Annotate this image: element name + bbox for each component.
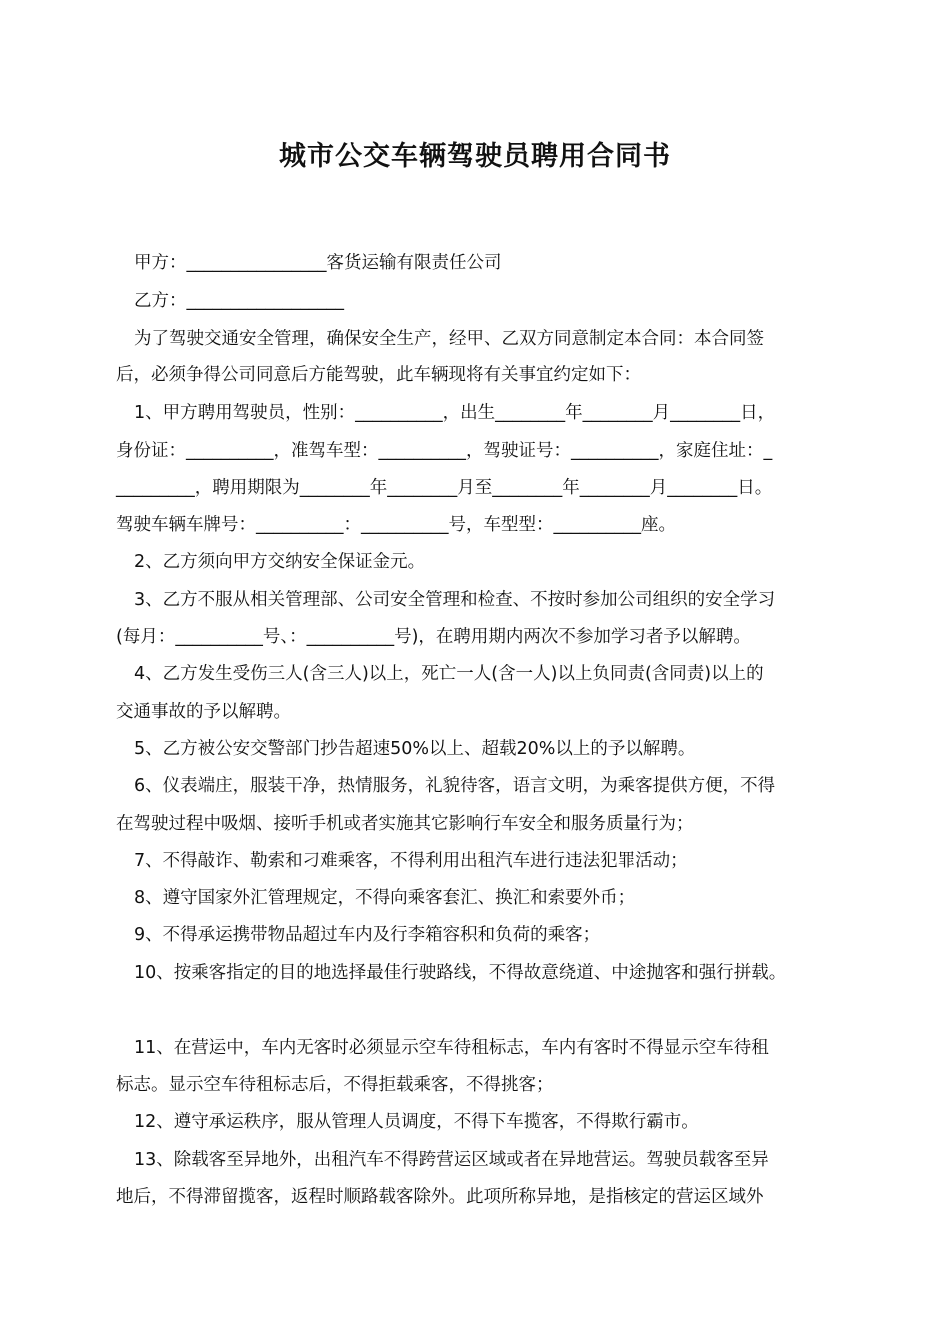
clause-6-line-2: 在驾驶过程中吸烟、接听手机或者实施其它影响行车安全和服务质量行为； xyxy=(116,814,694,834)
party-b-line: 乙方：__________________ xyxy=(134,291,344,311)
clause-2-line: 2、乙方须向甲方交纳安全保证金元。 xyxy=(134,552,426,572)
clause-10-line: 10、按乘客指定的目的地选择最佳行驶路线，不得故意绕道、中途抛客和强行拼载。 xyxy=(134,963,787,983)
preamble-line-1: 为了驾驶交通安全管理，确保安全生产，经甲、乙双方同意制定本合同：本合同签 xyxy=(134,329,764,349)
clause-1-line-1: 1、甲方聘用驾驶员，性别：__________，出生________年________月________日， xyxy=(134,403,776,423)
party-a-line: 甲方：________________客货运输有限责任公司 xyxy=(134,253,502,273)
document-title: 城市公交车辆驾驶员聘用合同书 xyxy=(279,141,671,172)
clause-4-line-1: 4、乙方发生受伤三人(含三人)以上，死亡一人(含一人)以上负同责(含同责)以上的 xyxy=(134,664,764,684)
clause-6-line-1: 6、仪表端庄，服装干净，热情服务，礼貌待客，语言文明，为乘客提供方便，不得 xyxy=(134,776,776,796)
clause-3-line-2: (每月：__________号、：__________号)，在聘用期内两次不参加学习者予以解聘。 xyxy=(116,627,751,647)
clause-11-line-1: 11、在营运中，车内无客时必须显示空车待租标志，车内有客时不得显示空车待租 xyxy=(134,1038,769,1058)
clause-5-line: 5、乙方被公安交警部门抄告超速50%以上、超载20%以上的予以解聘。 xyxy=(134,739,696,759)
clause-9-line: 9、不得承运携带物品超过车内及行李箱容积和负荷的乘客； xyxy=(134,925,601,945)
clause-1-line-2: 身份证：__________，准驾车型：__________，驾驶证号：__________，家庭住址：_ xyxy=(116,441,773,461)
preamble-line-2: 后，必须争得公司同意后方能驾驶，此车辆现将有关事宜约定如下： xyxy=(116,365,641,385)
clause-4-line-2: 交通事故的予以解聘。 xyxy=(116,702,291,722)
clause-1-line-3: _________，聘用期限为________年________月至________年________月________日。 xyxy=(116,478,773,498)
clause-13-line-1: 13、除载客至异地外，出租汽车不得跨营运区域或者在异地营运。驾驶员载客至异 xyxy=(134,1150,769,1170)
clause-3-line-1: 3、乙方不服从相关管理部、公司安全管理和检查、不按时参加公司组织的安全学习 xyxy=(134,590,776,610)
clause-7-line: 7、不得敲诈、勒索和刁难乘客，不得利用出租汽车进行违法犯罪活动； xyxy=(134,851,688,871)
clause-13-line-2: 地后，不得滞留揽客，返程时顺路载客除外。此项所称异地，是指核定的营运区域外 xyxy=(116,1187,764,1207)
clause-1-line-4: 驾驶车辆车牌号：__________：__________号，车型型：__________座。 xyxy=(116,515,676,535)
clause-8-line: 8、遵守国家外汇管理规定，不得向乘客套汇、换汇和索要外币； xyxy=(134,888,636,908)
clause-12-line: 12、遵守承运秩序，服从管理人员调度，不得下车揽客，不得欺行霸市。 xyxy=(134,1112,699,1132)
clause-11-line-2: 标志。显示空车待租标志后，不得拒载乘客，不得挑客； xyxy=(116,1075,554,1095)
